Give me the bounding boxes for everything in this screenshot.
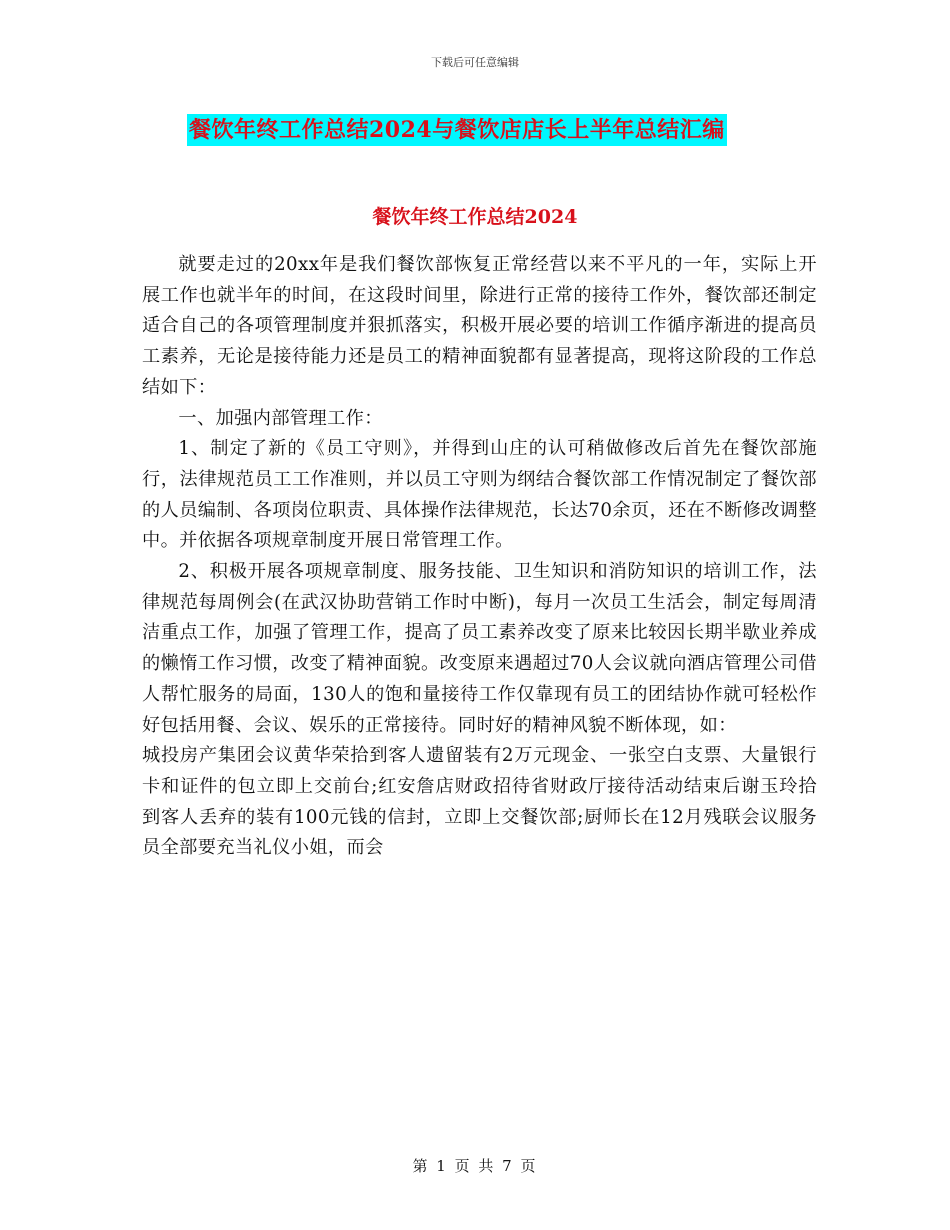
body-text — [142, 250, 817, 864]
paragraph-intro: 就要走过的20xx年是我们餐饮部恢复正常经营以来不平凡的一年，实际上开展工作也就半年的时间，在这段时间里，除进行正常的接待工作外，餐饮部还制定适合自己的各项管理制度并狠抓落实，积极开展必要的培训工作循序渐进的提高员工素养，无论是接待能力还是员工的精神面貌都有显著提高，现将这阶段的工作总结如下： — [142, 254, 817, 398]
paragraph-heading-1: 一、加强内部管理工作： — [178, 407, 383, 429]
paragraph-item-1: 1、制定了新的《员工守则》，并得到山庄的认可稍做修改后首先在餐饮部施行，法律规范员工工作准则，并以员工守则为纲结合餐饮部工作情况制定了餐饮部的人员编制、各项岗位职责、具体操作法律规范，长达70余页，还在不断修改调整中。并依据各项规章制度开展日常管理工作。 — [142, 438, 817, 552]
header-note: 下载后可任意编辑 — [431, 56, 519, 69]
page-footer: 第 1 页 共 7 页 — [412, 1157, 538, 1175]
document-title: 餐饮年终工作总结2024与餐饮店店长上半年总结汇编 — [187, 114, 727, 146]
section-title: 餐饮年终工作总结2024 — [372, 206, 578, 228]
paragraph-examples: 城投房产集团会议黄华荣拾到客人遗留装有2万元现金、一张空白支票、大量银行卡和证件的包立即上交前台;红安詹店财政招待省财政厅接待活动结束后谢玉玲拾到客人丢弃的装有100元钱的信封，立即上交餐饮部;厨师长在12月残联会议服务员全部要充当礼仪小姐，而会 — [142, 745, 817, 859]
paragraph-item-2: 2、积极开展各项规章制度、服务技能、卫生知识和消防知识的培训工作，法律规范每周例会(在武汉协助营销工作时中断)，每月一次员工生活会，制定每周清洁重点工作，加强了管理工作，提高了员工素养改变了原来比较因长期半歇业养成的懒惰工作习惯，改变了精神面貌。改变原来遇超过70人会议就向酒店管理公司借人帮忙服务的局面，130人的饱和量接待工作仅靠现有员工的团结协作就可轻松作好包括用餐、会议、娱乐的正常接待。同时好的精神风貌不断体现，如： — [142, 561, 817, 736]
